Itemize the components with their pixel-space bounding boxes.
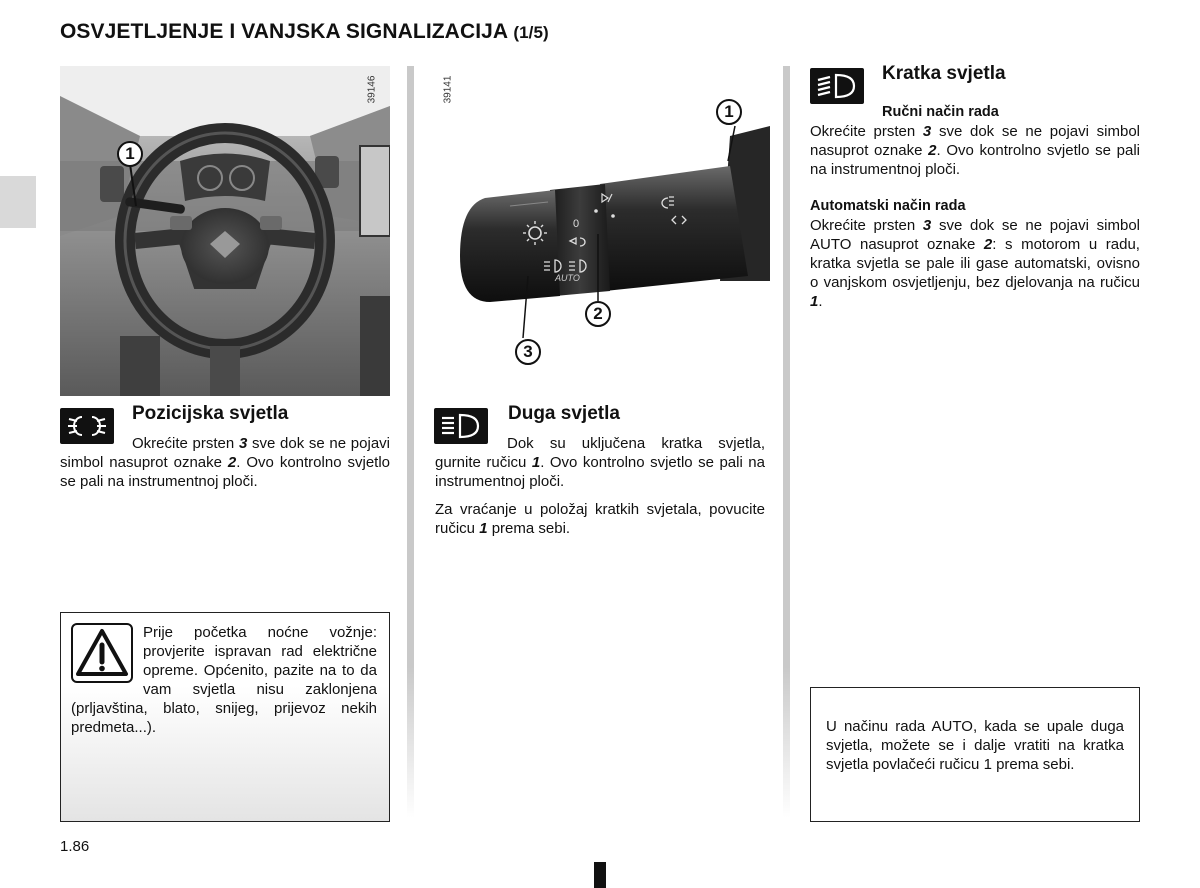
auto-mode-text: Okrećite prsten 3 sve dok se ne pojavi simbol AUTO nasuprot oznake 2: s motorom u radu, kratka svjetla se pale ili gase automatski, ovisno o vanjskom osvjetljenju, bez djelovanja na ručicu 1. (810, 217, 1140, 310)
page-edge-mark (594, 862, 606, 888)
manual-mode-heading: Ručni način rada (882, 104, 999, 120)
low-beam-title: Kratka svjetla (882, 63, 1006, 84)
figure-ref-left: 39146 (366, 75, 378, 104)
manual-mode-text: Okrećite prsten 3 sve dok se ne pojavi simbol nasuprot oznake 2. Ovo kontrolno svjetlo se pali na instrumentnoj ploči. (810, 123, 1140, 178)
callout-3-middle: 3 (515, 339, 541, 365)
ring-zero-label: 0 (573, 218, 580, 230)
column-divider-right (783, 66, 790, 818)
position-lights-text: Okrećite prsten 3 sve dok se ne pojavi simbol nasuprot oznake 2. Ovo kontrolno svjetlo se pali na instrumentnoj ploči. (60, 435, 390, 490)
callout-1-left: 1 (117, 141, 143, 167)
page-part: (1/5) (513, 23, 549, 42)
auto-note-box (810, 687, 1140, 822)
warning-box (60, 612, 390, 822)
auto-ring-label: AUTO (555, 273, 580, 283)
callout-1-middle: 1 (716, 99, 742, 125)
page-title: OSVJETLJENJE I VANJSKA SIGNALIZACIJA (1/5) (60, 20, 549, 43)
warning-text: Prije početka noćne vožnje: provjerite ispravan rad električne opreme. Općenito, pazite na to da vam svjetla nisu zaklonjena (prljavština, blato, snijeg, prijevoz nekih predmeta...). (71, 624, 377, 736)
auto-note-text: U načinu rada AUTO, kada se upale duga svjetla, možete se i dalje vratiti na kratka svjetla povlačeći ručicu 1 prema sebi. (826, 718, 1124, 773)
position-lights-title: Pozicijska svjetla (132, 403, 289, 424)
figure-ref-middle: 39141 (442, 75, 454, 104)
high-beam-text: Dok su uključena kratka svjetla, gurnite ručicu 1. Ovo kontrolno svjetlo se pali na instrumentnoj ploči. (435, 435, 765, 490)
low-beam-icon (810, 68, 864, 104)
column-divider-left (407, 66, 414, 818)
chapter-tab (0, 176, 36, 228)
dashboard-photo (60, 66, 390, 396)
high-beam-title: Duga svjetla (508, 403, 620, 424)
high-beam-return-text: Za vraćanje u položaj kratkih svjetala, povucite ručicu 1 prema sebi. (435, 501, 765, 537)
callout-2-middle: 2 (585, 301, 611, 327)
page-number: 1.86 (60, 838, 90, 855)
auto-mode-heading: Automatski način rada (810, 198, 966, 214)
